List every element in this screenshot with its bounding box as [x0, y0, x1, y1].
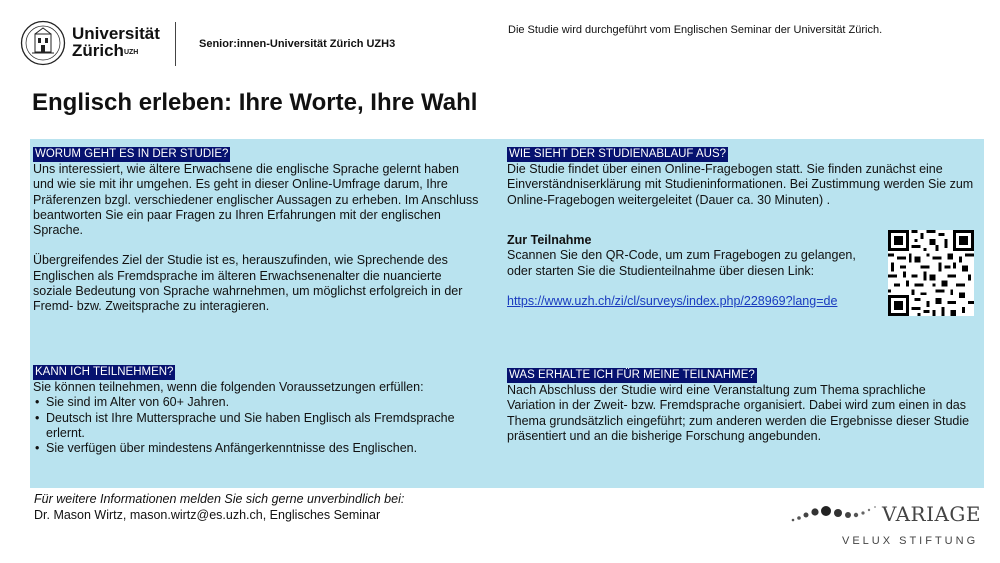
university-mark: UZH: [123, 49, 139, 56]
section-eligibility: [33, 364, 488, 456]
section-eligibility-heading: KANN ICH TEILNEHMEN?: [35, 366, 174, 378]
header-divider: [175, 22, 176, 66]
section-eligibility-intro: Sie können teilnehmen, wenn die folgenden Voraussetzungen erfüllen:: [33, 380, 424, 394]
study-conducted-note: Die Studie wird durchgeführt vom Englischen Seminar der Universität Zürich.: [508, 24, 883, 36]
qr-code[interactable]: [888, 228, 974, 318]
contact-details: Dr. Mason Wirtz, mason.wirtz@es.uzh.ch, Englisches Seminar: [34, 508, 381, 522]
university-name: [72, 25, 160, 59]
participation-body: Scannen Sie den QR-Code, um zum Fragebogen zu gelangen, oder starten Sie die Studienteilnahme über diesen Link:: [507, 248, 856, 278]
section-about-heading: WORUM GEHT ES IN DER STUDIE?: [35, 148, 229, 160]
eligibility-list: [33, 395, 488, 456]
section-about-paragraph-1: Uns interessiert, wie ältere Erwachsene die englische Sprache gelernt haben und wie sie mit ihr umgehen. Es geht in dieser Online-Umfrage darum, Ihre Präferenzen bzgl. verschiedener englischer Aussagen zu erheben. Im Anschluss beantworten Sie ein paar Fragen zu Ihren Erfahrungen mit der englischen Sprache.: [33, 162, 479, 238]
eligibility-item: • Deutsch ist Ihre Muttersprache und Sie haben Englisch als Fremdsprache erlernt.: [33, 411, 488, 442]
eligibility-item: • Sie sind im Alter von 60+ Jahren.: [33, 395, 488, 410]
university-seal-logo: [20, 20, 66, 66]
section-about: [33, 146, 483, 315]
section-procedure-heading: WIE SIEHT DER STUDIENABLAUF AUS?: [509, 148, 727, 160]
section-reward-heading: WAS ERHALTE ICH FÜR MEINE TEILNAHME?: [509, 369, 755, 381]
section-procedure: [507, 146, 977, 208]
page-title: Englisch erleben: Ihre Worte, Ihre Wahl: [32, 89, 478, 116]
participation-block: [507, 233, 879, 309]
survey-link[interactable]: https://www.uzh.ch/zi/cl/surveys/index.php/228969?lang=de: [507, 293, 838, 308]
participation-heading: Zur Teilnahme: [507, 233, 592, 247]
section-about-paragraph-2: Übergreifendes Ziel der Studie ist es, herauszufinden, wie Sprechende des Englischen als Fremdsprache im älteren Erwachsenenalter die nuancierte soziale Bedeutung von Sprache wahrnehmen, um möglichst erfolgreich in der Fremd- bzw. Zweitsprache zu interagieren.: [33, 253, 463, 314]
section-reward-body: Nach Abschluss der Studie wird eine Veranstaltung zum Thema sprachliche Variation in der Zweit- bzw. Fremdsprache organisiert. Dabei wird zum einen in das Thema grundsätzlich eingeführt; zum anderen werden die Ergebnisse dieser Studie präsentiert und an die bisherige Forschung angebunden.: [507, 383, 970, 443]
senior-university-title: Senior:innen-Universität Zürich UZH3: [199, 38, 396, 50]
sponsor-foundation: VELUX STIFTUNG: [842, 535, 979, 547]
section-procedure-body: Die Studie findet über einen Online-Fragebogen statt. Sie finden zunächst eine Einverständniserklärung mit Studieninformationen. Bei Zustimmung werden Sie zum Online-Fragebogen weitergeleitet (Dauer ca. 30 Minuten) .: [507, 162, 974, 207]
section-reward: [507, 367, 977, 444]
sponsor-name: VARIAGE: [882, 502, 982, 526]
university-name-line2: Zürich: [72, 41, 124, 60]
contact-intro: Für weitere Informationen melden Sie sich gerne unverbindlich bei:: [34, 492, 405, 506]
eligibility-item: • Sie verfügen über mindestens Anfängerkenntnisse des Englischen.: [33, 441, 488, 456]
university-name-line1: Universität: [72, 24, 160, 43]
variage-dots-logo: [790, 498, 880, 528]
